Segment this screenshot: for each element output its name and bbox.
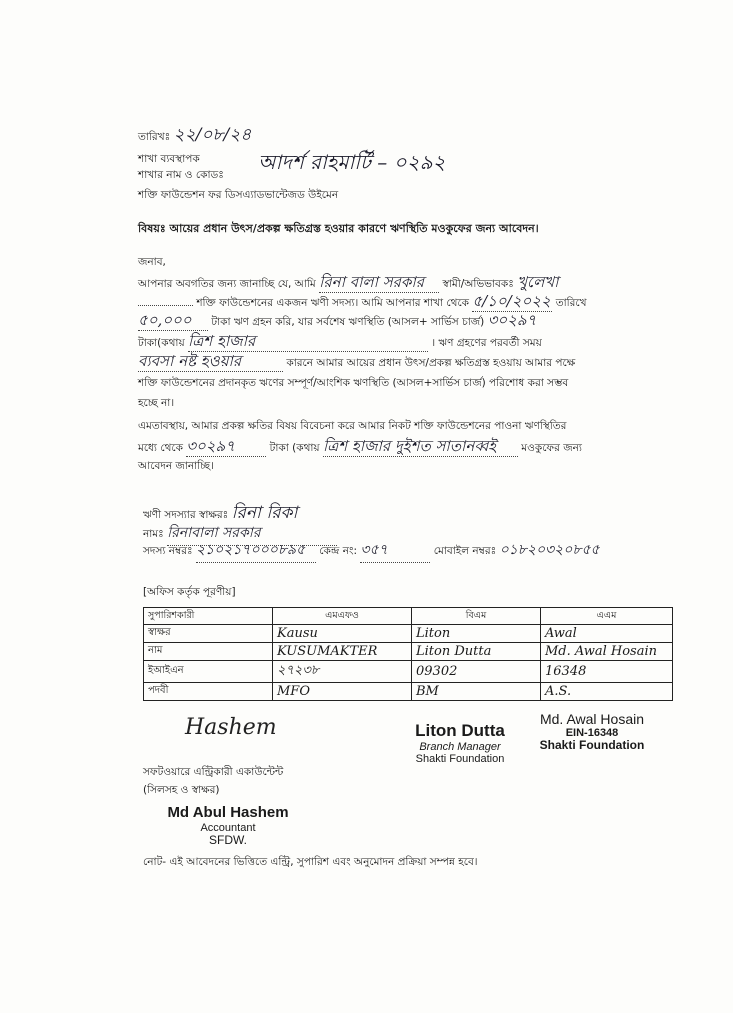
date-label: তারিখঃ — [138, 131, 171, 143]
table-row — [144, 625, 673, 643]
balance-field: ৩০২৯৭ — [487, 311, 537, 329]
mobile-label: মোবাইল নম্বরঃ — [433, 545, 497, 557]
p2-text-2: মধ্যে থেকে — [138, 442, 183, 454]
p1-text-3: শক্তি ফাউন্ডেশনের একজন ঋণী সদস্য। আমি আপনার শাখা থেকে — [196, 297, 470, 309]
bm-stamp-org: Shakti Foundation — [415, 752, 505, 765]
center-label: কেন্দ্র নং: — [319, 545, 358, 557]
acc-stamp-title: Accountant — [200, 821, 256, 834]
footer-note: নোট- এই আবেদনের ভিত্তিতে এন্ট্রি, সুপারিশ এবং অনুমোদন প্রক্রিয়া সম্পন্ন হবে। — [143, 856, 478, 868]
table-cell: 09302 — [412, 661, 541, 683]
addressee-line: শাখা ব্যবস্থাপক — [138, 153, 200, 165]
area-manager-stamp — [522, 712, 662, 753]
member-number-value: ২১০২১৭০০০৮৯৫ — [196, 538, 316, 563]
table-header-row — [144, 608, 673, 625]
table-cell: MFO — [273, 683, 412, 701]
paragraph-2-line-2 — [138, 436, 582, 458]
bm-stamp-title: Branch Manager — [419, 740, 501, 753]
branch-label: শাখার নাম ও কোডঃ — [138, 169, 224, 181]
accountant-signature: Hashem — [185, 715, 277, 740]
table-header: বিএম — [412, 608, 541, 625]
p1-text-1: আপনার অবগতির জন্য জানাচ্ছি যে, আমি — [138, 278, 316, 290]
p1-text-2: স্বামী/অভিভাবকঃ — [442, 278, 514, 290]
table-cell: 16348 — [541, 661, 673, 683]
paragraph-2-line-1: এমতাবস্থায়, আমার প্রকল্প ক্ষতির বিষয় বিবেচনা করে আমার নিকট শক্তি ফাউন্ডেশনের পাওনা ঋণস্থিতির — [138, 420, 567, 432]
table-header: এমএফও — [273, 608, 412, 625]
table-row — [144, 683, 673, 701]
blank-dots — [138, 305, 193, 306]
borrower-signature-label: ঋণী সদস্যার স্বাক্ষরঃ — [143, 509, 229, 521]
loan-amount-field: ৫০,০০০ — [138, 310, 208, 331]
software-entry-label: সফটওয়ারে এন্ট্রিকারী একাউন্টেন্ট — [143, 766, 284, 778]
member-number-label: সদস্য নম্বরঃ — [143, 545, 193, 557]
paragraph-2-line-3: আবেদন জানাচ্ছি। — [138, 460, 214, 472]
software-entry-sublabel: (সিলসহ ও স্বাক্ষর) — [143, 784, 220, 796]
center-value: ৩৫৭ — [360, 538, 430, 563]
p1-text-4: তারিখে — [555, 297, 587, 309]
date-value: ২২/০৮/২৪ — [173, 125, 252, 145]
p2-text-3: টাকা (কথায় — [269, 442, 320, 454]
loan-date-field: ৫/১০/২০২২ — [472, 292, 551, 310]
table-cell: Liton Dutta — [412, 643, 541, 661]
am-stamp-name: Md. Awal Hosain — [539, 711, 644, 727]
balance-words-field: ত্রিশ হাজার — [188, 331, 428, 352]
table-cell: Kausu — [273, 625, 412, 643]
row-label: পদবী — [144, 683, 273, 701]
borrower-signature-value: রিনা রিকা — [231, 503, 298, 523]
subject-line: বিষয়ঃ আয়ের প্রধান উৎস/প্রকল্প ক্ষতিগ্রস্ত হওয়ার কারণে ঋণস্থিতি মওকুফের জন্য আবেদন। — [138, 222, 539, 235]
cause-field: ব্যবসা নষ্ট হওয়ার — [138, 351, 283, 372]
bm-stamp-name: Liton Dutta — [415, 721, 505, 740]
branch-value: আদর্শ রাহমার্টি – ০২৯২ — [258, 150, 446, 174]
office-use-note: [অফিস কর্তৃক পূরণীয়] — [143, 586, 236, 598]
p1-text-8: কারনে আমার আয়ের প্রধান উৎস/প্রকল্প ক্ষতিগ্রস্ত হওয়ায় আমার পক্ষে — [286, 357, 576, 369]
row-label: নাম — [144, 643, 273, 661]
salutation: জনাব, — [138, 256, 166, 268]
borrower-name-value: রিনাবালা সরকার — [167, 521, 337, 546]
table-cell: A.S. — [541, 683, 673, 701]
paragraph-1-line-4 — [138, 331, 542, 353]
paragraph-1-line-5 — [138, 351, 575, 373]
p1-text-6: টাকা(কথায় — [138, 337, 185, 349]
branch-line — [138, 168, 224, 185]
p2-text-4: মওকুফের জন্য — [521, 442, 582, 454]
table-header: সুপারিশকারী — [144, 608, 273, 625]
mobile-value: ০১৮২০৩২০৮৫৫ — [499, 542, 600, 558]
table-cell: KUSUMAKTER — [273, 643, 412, 661]
paragraph-1-line-3 — [138, 310, 536, 332]
table-cell: ২৭২৩৮ — [273, 661, 412, 683]
table-cell: Md. Awal Hosain — [541, 643, 673, 661]
am-stamp-org: Shakti Foundation — [539, 738, 645, 753]
branch-manager-stamp — [405, 722, 515, 765]
recommendation-table — [143, 607, 673, 701]
guardian-field: খুলেখা — [517, 273, 559, 291]
organization-line: শক্তি ফাউন্ডেশন ফর ডিসএ্যাডভান্টেজড উইমেন — [138, 189, 339, 201]
accountant-stamp — [158, 805, 298, 847]
waiver-amount-field: ৩০২৯৭ — [186, 436, 266, 457]
table-header: এএম — [541, 608, 673, 625]
table-cell: Liton — [412, 625, 541, 643]
row-label: স্বাক্ষর — [144, 625, 273, 643]
p1-text-7: । ঋণ গ্রহণের পরবর্তী সময় — [431, 337, 542, 349]
table-cell: BM — [412, 683, 541, 701]
paragraph-1-line-7: হচ্ছে না। — [138, 397, 175, 409]
am-stamp-ein: EIN-16348 — [565, 727, 619, 740]
table-row — [144, 643, 673, 661]
acc-stamp-org: SFDW. — [209, 832, 247, 847]
waiver-words-field: ত্রিশ হাজার দুইশত সাতানব্বই — [323, 436, 518, 457]
member-info-line — [143, 538, 600, 563]
table-row — [144, 661, 673, 683]
table-cell: Awal — [541, 625, 673, 643]
p1-text-5: টাকা ঋণ গ্রহন করি, যার সর্বশেষ ঋণস্থিতি (আসল+ সার্ভিস চার্জ) — [211, 316, 485, 328]
date-line — [138, 122, 251, 150]
acc-stamp-name: Md Abul Hashem — [167, 804, 289, 821]
borrower-name-field: রিনা বালা সরকার — [319, 272, 439, 293]
borrower-name-label: নামঃ — [143, 528, 164, 540]
paragraph-1-line-6: শক্তি ফাউন্ডেশনের প্রদানকৃত ঋণের সম্পূর্ণ/আংশিক ঋণস্থিতি (আসল+সার্ভিস চার্জ) পরিশোধ করা সম্ভব — [138, 377, 569, 389]
row-label: ইআইএন — [144, 661, 273, 683]
